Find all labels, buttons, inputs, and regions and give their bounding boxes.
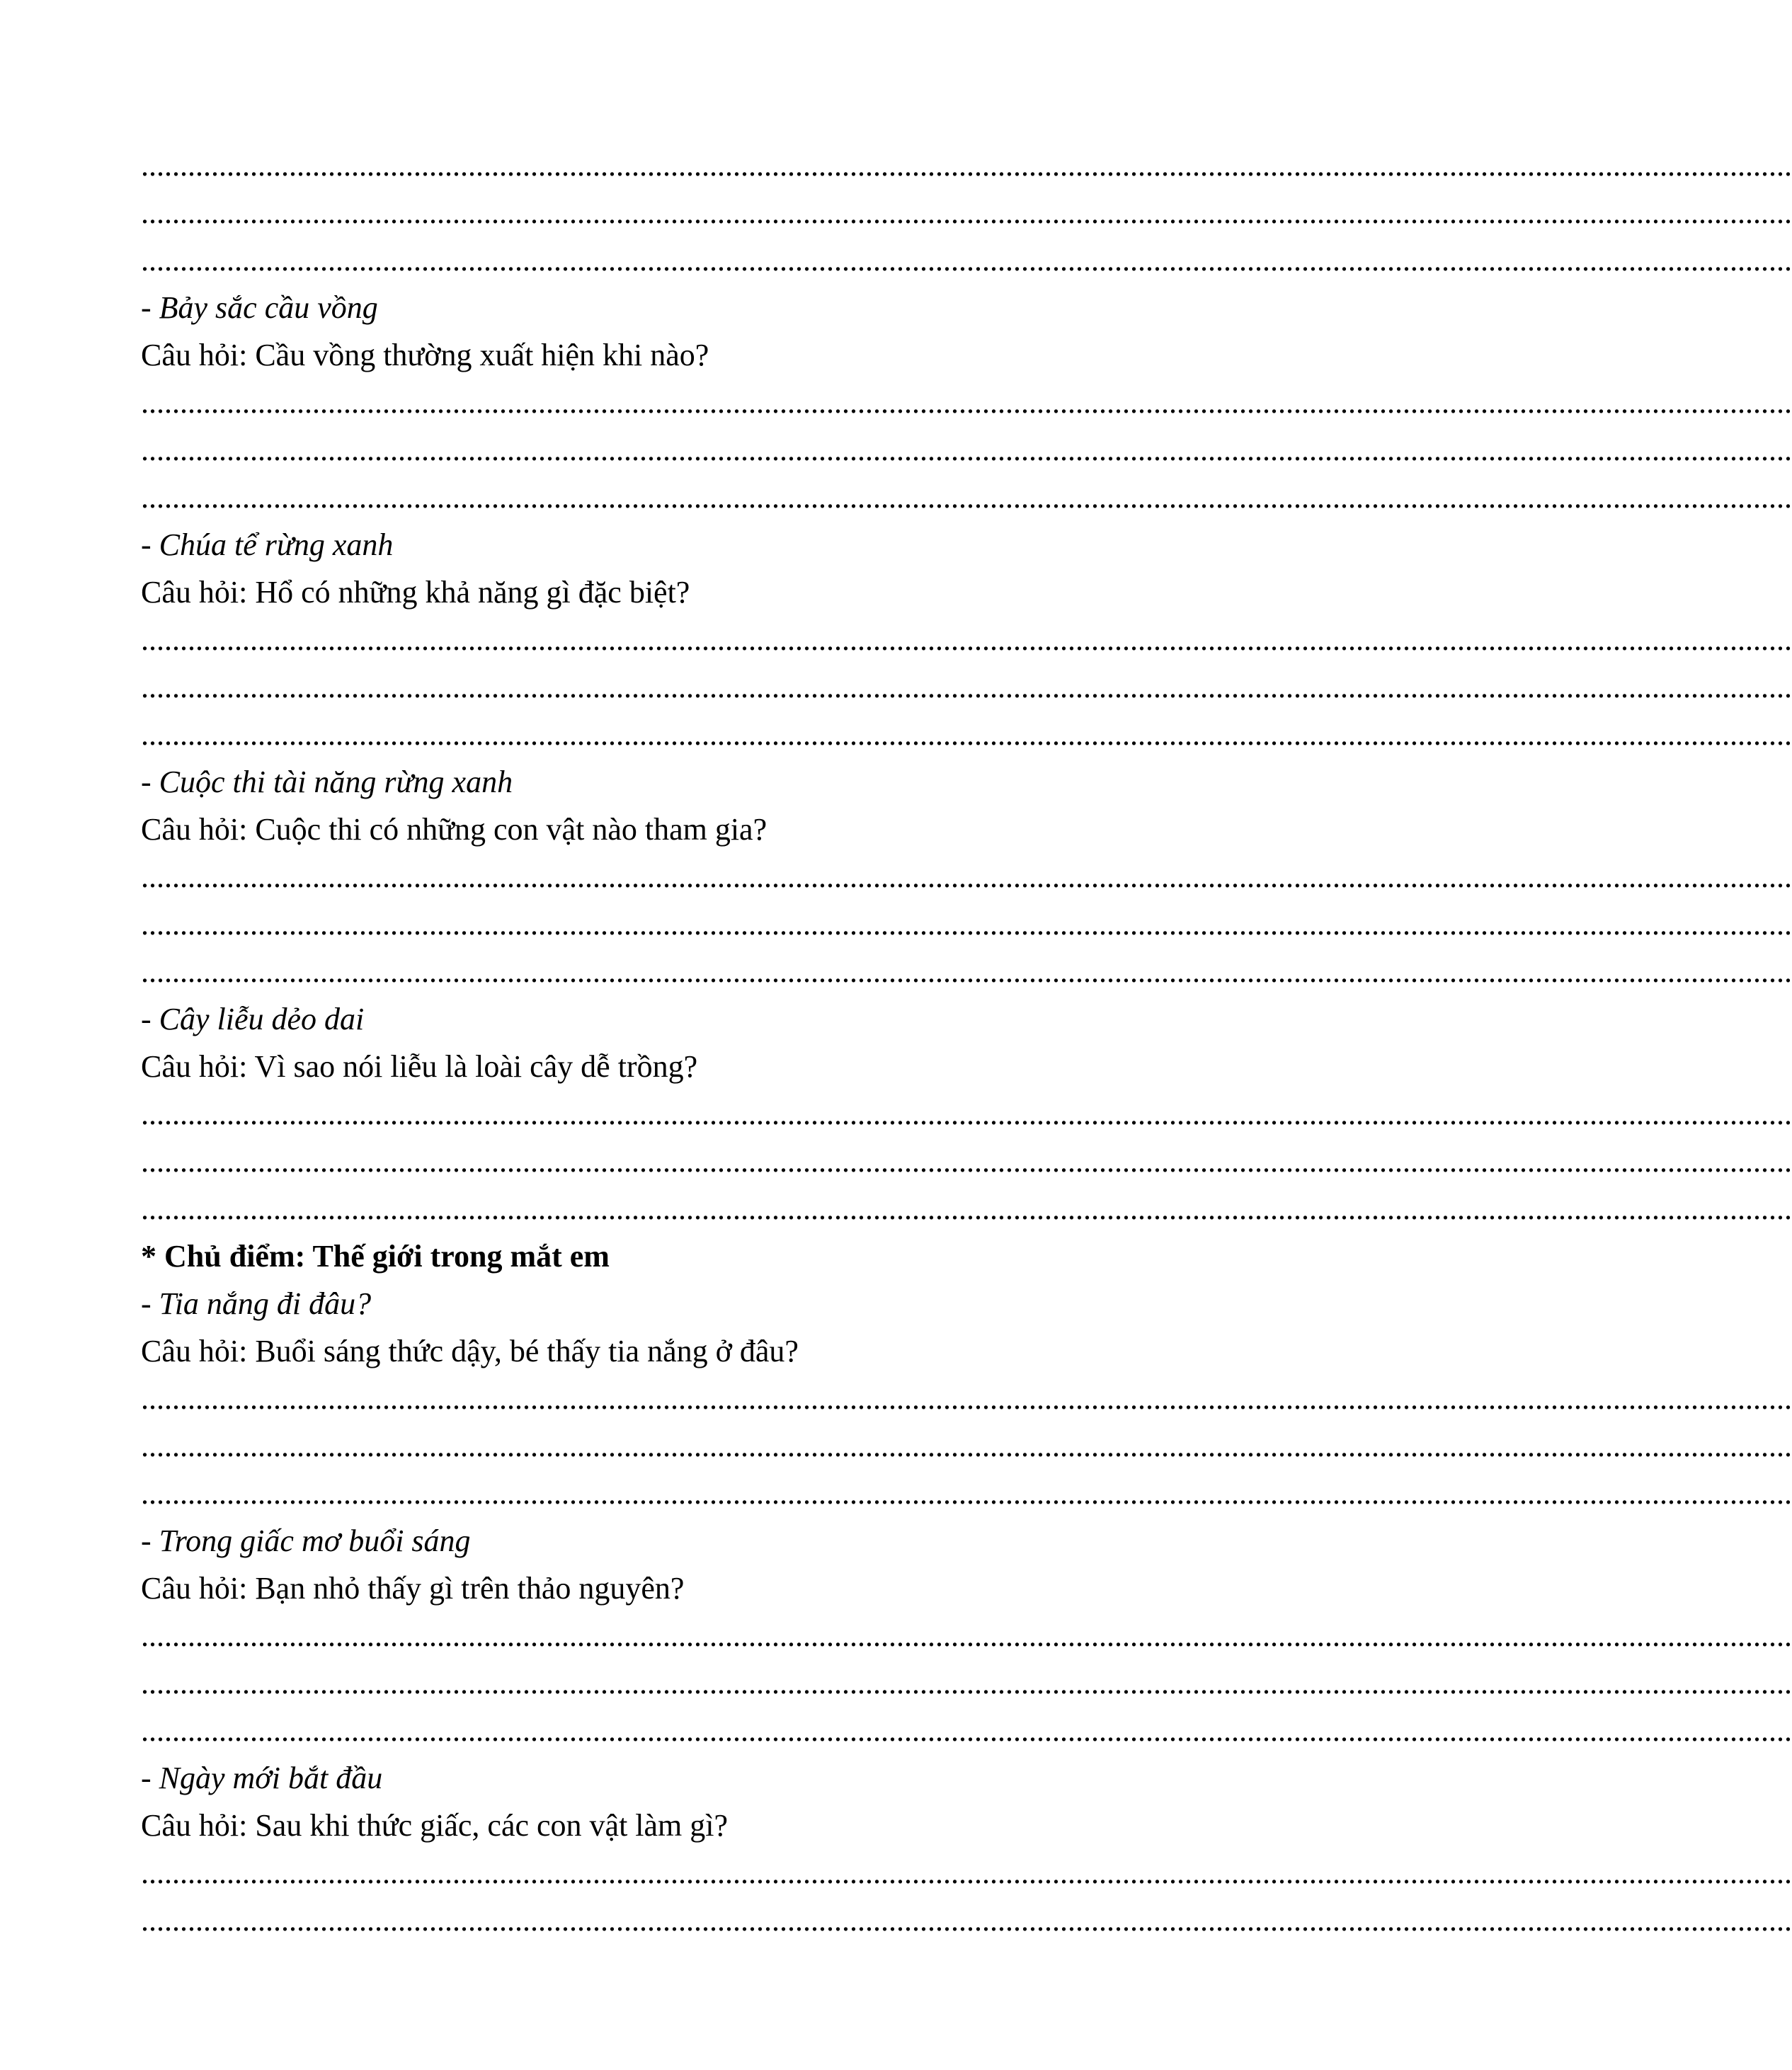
reading-title: - Trong giấc mơ buổi sáng: [141, 1523, 471, 1558]
answer-line: ....................................................................................................................................................................................................................: [141, 1666, 1792, 1700]
answer-line: ....................................................................................................................................................................................................................: [141, 1144, 1792, 1179]
answer-line: ....................................................................................................................................................................................................................: [141, 859, 1792, 894]
question-text: Câu hỏi: Bạn nhỏ thấy gì trên thảo nguyên?: [141, 1571, 685, 1606]
question-text: Câu hỏi: Cầu vồng thường xuất hiện khi nào?: [141, 338, 709, 372]
reading-title: - Cuộc thi tài năng rừng xanh: [141, 765, 513, 799]
reading-title: - Bảy sắc cầu vồng: [141, 290, 378, 325]
question-text: Câu hỏi: Cuộc thi có những con vật nào tham gia?: [141, 812, 767, 847]
worksheet-page: [141, 142, 1792, 1944]
section-heading: * Chủ điểm: Thế giới trong mắt em: [141, 1239, 610, 1274]
answer-line: ....................................................................................................................................................................................................................: [141, 195, 1792, 230]
answer-line: ....................................................................................................................................................................................................................: [141, 1618, 1792, 1653]
answer-line: ....................................................................................................................................................................................................................: [141, 480, 1792, 515]
answer-line: ....................................................................................................................................................................................................................: [141, 907, 1792, 942]
answer-line: ....................................................................................................................................................................................................................: [141, 1713, 1792, 1748]
question-text: Câu hỏi: Hổ có những khả năng gì đặc biệt?: [141, 575, 690, 610]
answer-line: ....................................................................................................................................................................................................................: [141, 670, 1792, 704]
answer-line: ....................................................................................................................................................................................................................: [141, 622, 1792, 657]
answer-line: ....................................................................................................................................................................................................................: [141, 243, 1792, 278]
question-text: Câu hỏi: Sau khi thức giấc, các con vật làm gì?: [141, 1808, 729, 1843]
answer-line: ....................................................................................................................................................................................................................: [141, 1855, 1792, 1890]
question-text: Câu hỏi: Vì sao nói liễu là loài cây dễ trồng?: [141, 1049, 698, 1084]
answer-line: ....................................................................................................................................................................................................................: [141, 954, 1792, 989]
answer-line: ....................................................................................................................................................................................................................: [141, 148, 1792, 183]
answer-line: ....................................................................................................................................................................................................................: [141, 1429, 1792, 1463]
answer-line: ....................................................................................................................................................................................................................: [141, 1381, 1792, 1416]
answer-line: ....................................................................................................................................................................................................................: [141, 1903, 1792, 1938]
answer-line: ....................................................................................................................................................................................................................: [141, 1097, 1792, 1131]
answer-line: ....................................................................................................................................................................................................................: [141, 1476, 1792, 1511]
reading-title: - Cây liễu dẻo dai: [141, 1002, 365, 1036]
reading-title: - Ngày mới bắt đầu: [141, 1761, 383, 1795]
answer-line: ....................................................................................................................................................................................................................: [141, 717, 1792, 752]
reading-title: - Tia nắng đi đâu?: [141, 1286, 372, 1321]
answer-line: ....................................................................................................................................................................................................................: [141, 433, 1792, 467]
reading-title: - Chúa tể rừng xanh: [141, 527, 394, 562]
question-text: Câu hỏi: Buổi sáng thức dậy, bé thấy tia nắng ở đâu?: [141, 1334, 799, 1368]
answer-line: ....................................................................................................................................................................................................................: [141, 385, 1792, 420]
answer-line: ....................................................................................................................................................................................................................: [141, 1191, 1792, 1226]
